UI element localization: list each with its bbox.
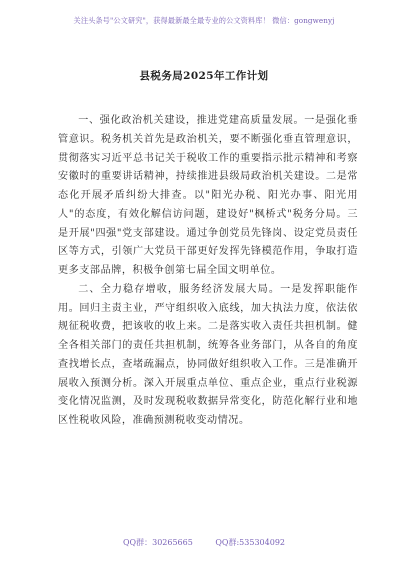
promo-header: 关注头条号"公文研究"，获得最新最全最专业的公文资料库！ 微信：gongwenyj [73, 16, 335, 25]
document-title: 县税务局2025年工作计划 [139, 70, 269, 82]
paragraph-2: 二、全力稳存增收，服务经济发展大局。一是发挥职能作用。回归主责主业，严守组织收入底线，加大执法力度，依法依规征税收费，把该收的收上来。二是落实收入责任共担机制。健全各相关部门的责任共担机制，统筹各业务部门，从各自的角度查找增长点，查堵疏漏点，协同做好组织收入工作。三是准确开展收入预测分析。深入开展重点单位、重点企业，重点行业税源变化情况监测，及时发现税收数据异常变化，防范化解行业和地区性税收风险，准确预测税收变动情况。 [58, 283, 358, 426]
document-body [58, 112, 358, 431]
paragraph-1: 一、强化政治机关建设，推进党建高质量发展。一是强化垂管意识。税务机关首先是政治机关，要不断强化垂直管理意识，贯彻落实习近平总书记关于税收工作的重要指示批示精神和考察安徽时的重要讲话精神，持续推进县级局政治机关建设。二是常态化开展矛盾纠纷大排查。以"阳光办税、阳光办事、阳光用人"的态度，有效化解信访问题，建设好"枫桥式"税务分局。三是开展"四强"党支部建设。通过争创党员先锋岗、设定党员责任区等方式，引领广大党员干部更好发挥先锋模范作用，争取打造更多支部品牌，积极争创第七届全国文明单位。 [58, 115, 358, 276]
qq-group-1: QQ群：30265665 [122, 538, 193, 547]
footer [0, 537, 408, 548]
qq-group-2: QQ群:535304092 [215, 538, 285, 547]
